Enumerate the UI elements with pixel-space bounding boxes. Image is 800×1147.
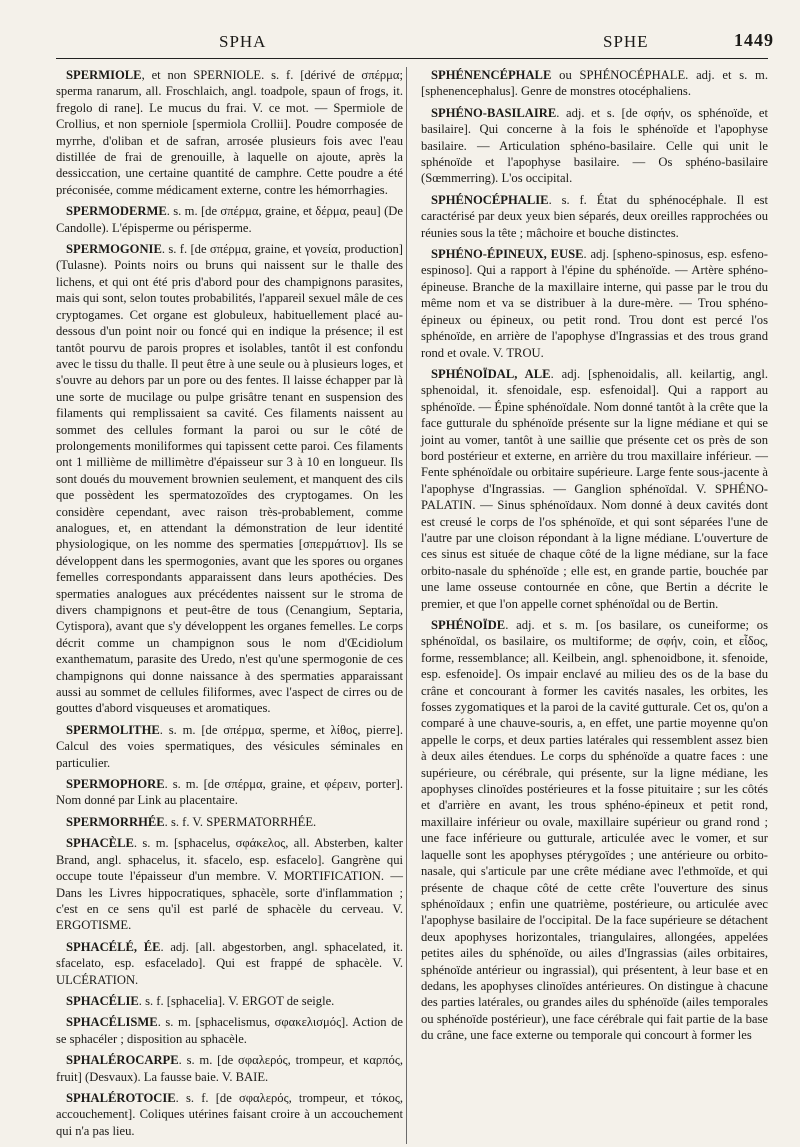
dictionary-entry [56, 993, 403, 1009]
entry-definition: . s. m. [de σπέρμα, graine, et δέρμα, peau] (De Candolle). L'épisperme ou périsperme. [56, 204, 403, 235]
entry-headword: SPHACÉLISME [66, 1015, 158, 1030]
entry-definition: . s. m. [sphacelismus, σφακελισμός]. Action de se sphacéler ; disposition au sphacèle. [56, 1015, 403, 1046]
dictionary-entry [56, 814, 403, 830]
dictionary-entry [421, 67, 768, 100]
dictionary-entry [56, 241, 403, 717]
entry-definition: . adj. [all. abgestorben, angl. sphacelated, it. sfacelato, esp. esfacelado]. Qui est frappé de sphacèle. V. ULCÉRATION. [56, 939, 403, 987]
dictionary-entry [421, 192, 768, 241]
entry-headword: SPHÉNOÏDAL, ALE [431, 366, 551, 381]
entry-definition: . s. m. [de σπέρμα, sperme, et λίθος, pierre]. Calcul des voies spermatiques, des vésicules séminales en particulier. [56, 722, 403, 770]
entry-definition: . adj. et s. [de σφήν, os sphénoïde, et basilaire]. Qui concerne à la fois le sphénoïde et l'apophyse basilaire. — Articulation sphéno-basilaire. Celle qui unit le sphénoïde et l'apophyse basilaire. — Os sphéno-basilaire (Sœmmerring). L'os occipital. [421, 105, 768, 186]
text-columns [56, 67, 768, 1144]
left-column [56, 67, 403, 1144]
entry-headword: SPHÉNOÏDE [431, 618, 506, 632]
dictionary-entry [56, 835, 403, 933]
dictionary-entry [421, 366, 768, 612]
entry-headword: SPERMOGONIE [66, 242, 162, 257]
entry-definition: , et non SPERNIOLE. s. f. [dérivé de σπέρμα; sperma ranarum, all. Froschlaich, angl. toadpole, spaun of frogs, it. fregolo di rane]. Le mucus du frai. V. ce mot. — Spermiole de Crollius, et non sperniole [spermiola Crollii]. Poudre composée de myrrhe, d'oliban et de safran, arrosée plusieurs fois avec l'eau distillée de frai de grenouille, à laquelle on ajoute, après la dessiccation, une certaine quantité de camphre. Cette poudre a été préconisée, comme médicament externe, contre les hémorrhagies. [56, 68, 403, 197]
entry-definition: . s. m. [de σπέρμα, graine, et φέρειν, porter]. Nom donné par Link au placentaire. [56, 777, 403, 808]
entry-definition: . s. f. V. SPERMATORRHÉE. [164, 814, 317, 829]
entry-headword: SPHACÉLÉ, ÉE [66, 939, 161, 954]
entry-headword: SPHACÉLIE [66, 993, 139, 1008]
dictionary-entry [56, 203, 403, 236]
entry-headword: SPHALÉROTOCIE [66, 1090, 176, 1105]
entry-headword: SPERMODERME [66, 204, 167, 219]
entry-headword: SPERMOPHORE [66, 777, 165, 792]
entry-headword: SPERMIOLE [66, 68, 142, 82]
entry-headword: SPHÉNOCÉPHALIE [431, 192, 549, 207]
entry-definition: . adj. et s. m. [os basilare, os cuneiforme; os sphénoïdal, os basilaire, os multiforme; de σφήν, coin, et εἶδος, forme, ressemblance; all. Keilbein, angl. sphenoidbone, it. sfenoide, esp. esfenoide]. Os impair enclavé au milieu des os de la base du crâne et concourant à former les cavités nasales, les orbites, les fosses zygomatiques et la paroi de la cavité gutturale. Cet os, qu'on a comparé à une chauve-souris, a, en effet, une partie moyenne qu'on appelle le corps, et deux parties latérales qui ressemblent assez bien à deux ailes étendues. Le corps du sphénoïde a quatre faces : une supérieure, ou cérébrale, qui présente, sur la ligne médiane, les apophyses clinoïdes postérieures et la fosse pituitaire ; sur les côtés et d'arrière en avant, les trous sphéno-épineux et petit rond, maxillaire inférieur ou ovale, maxillaire supérieur ou grand rond ; une face inférieure ou gutturale, articulée avec le vomer, et sur laquelle sont les apophyses ptérygoïdes ; une antérieure ou orbito-nasale, qui s'articule par une crête médiane avec l'ethmoïde, et qui présente de chaque côté de cette crête l'ouverture des sinus sphénoïdaux ; enfin une quatrième, postérieure, ou articulée avec l'apophyse basilaire de l'occipital. De la face supérieure se détachent deux apophyses horizontales, triangulaires, allongées, appelées petites ailes du sphénoïde, ou ailes d'Ingrassias (ailes orbitaires, sphénoïde antérieur ou ingrassial), qui présentent, à leur base et en dedans, les apophyses clinoïdes antérieures. On distingue à chacune des parties latérales, ou grandes ailes du sphénoïde (ailes temporales ou sphénoïde postérieur), une face cérébrale qui fait partie de la base du crâne, une face externe ou temporale qui concourt à former les [421, 618, 768, 1043]
dictionary-entry [56, 1090, 403, 1139]
header-rule [56, 58, 768, 59]
dictionary-entry [56, 1052, 403, 1085]
entry-headword: SPERMOLITHE [66, 722, 160, 737]
dictionary-entry [421, 246, 768, 361]
entry-definition: . adj. [sphenoidalis, all. keilartig, angl. sphenoidal, it. sfenoidale, esp. esfenoidal]. Qui a rapport au sphénoïde. — Épine sphénoïdale. Nom donné tantôt à la crête que la face gutturale du sphénoïde présente sur la ligne médiane et qui se joint au vomer, tantôt à une saillie que présente cet os près de son bord postérieur et externe, en arrière du trou maxillaire inférieur. — Fente sphénoïdale ou orbitaire supérieure. Large fente sous-jacente à l'apophyse d'Ingrassias. — Ganglion sphénoïdal. V. SPHÉNO-PALATIN. — Sinus sphénoïdaux. Nom donné à deux cavités dont est creusé le corps de l'os sphénoïde, et qui sont séparées l'une de l'autre par une cloison répondant à la ligne médiane. L'ouverture de ces sinus est située de chaque côté de la ligne médiane, sur la face orbito-nasale du sphénoïde ; elle est, en grande partie, bouchée par une lame osseuse contournée en cône, que Bertin a décrite le premier, et que l'on appelle cornet sphénoïdal ou de Bertin. [421, 366, 768, 611]
entry-definition: . s. m. [sphacelus, σφάκελος, all. Absterben, kalter Brand, angl. sphacelus, it. sfacelo, esp. esfacelo]. Gangrène qui occupe toute l'épaisseur d'un membre. V. MORTIFICATION. — Dans les Livres hippocratiques, sphacèle, sorte d'inflammation ; c'est en ce sens qu'il est parlé de sphacèle du cerveau. V. ERGOTISME. [56, 836, 403, 933]
page-number: 1449 [734, 30, 774, 50]
dictionary-entry [56, 722, 403, 771]
page-header [56, 30, 774, 52]
dictionary-entry [421, 105, 768, 187]
running-head-left: SPHA [219, 32, 267, 51]
dictionary-entry [56, 1014, 403, 1047]
dictionary-entry [421, 617, 768, 1044]
entry-headword: SPHÉNENCÉPHALE [431, 68, 552, 82]
entry-definition: . s. f. [de σπέρμα, graine, et γονεία, production] (Tulasne). Points noirs ou bruns qui naissent sur le thalle des lichens, et qui ont été pris d'abord pour des champignons parasites, mais qui sont, selon toutes probabilités, l'appareil sexuel mâle de ces cryptogames. Cet organe est globuleux, habituellement placé au-dessous d'un point noir ou foncé qui en indique la présence; il est tantôt pourvu de parois propres et isolables, tantôt il est confondu avec le tissu du thalle. Il peut être à une seule ou à plusieurs loges, et s'ouvre au dehors par un pore ou des fentes. Il laisse échapper par là une sorte de mucilage ou pulpe grisâtre tenant en suspension des filaments qui remplissaient sa cavité. Ces filaments naissent au sommet des cellules formant la paroi ou sur le côté de prolongements moniliformes qui tapissent cette paroi. Ces filaments ont 1 millième de millimètre d'épaisseur sur 3 à 10 en longueur. Ils sont doués du mouvement brownien seulement, et manquent des cils que possèdent les spermatozoïdes des cryptogames. On les considère cependant, avec raison très-probablement, comme analogues, et, en attendant la démonstration de leur identité physiologique, on les nomme des spermaties [σπερμάτιον]. Ils se développent dans les spermogonies, avant que les spores ou organes femelles correspondants apparaissent dans leurs apothécies. Des spermaties analogues aux précédentes naissent sur le stroma de divers champignons et peut-être de tous (Cenangium, Septaria, Cytispora), avant que s'y développent les organes femelles. Le corps décrit comme un champignon sous le nom d'Œcidiolum exanthematum, parasite des Uredo, n'est qu'une spermogonie de ces champignons qui donne naissance à des spermaties apparaissant aussi au sommet de cellules filiformes, avec l'aspect de cirres ou de gouttes d'abord visqueuses et aromatiques. [56, 242, 403, 716]
entry-headword: SPHÉNO-ÉPINEUX, EUSE [431, 247, 584, 262]
entry-headword: SPHACÈLE [66, 836, 134, 851]
entry-headword: SPERMORRHÉE [66, 814, 165, 829]
entry-definition: . s. f. État du sphénocéphale. Il est caractérisé par deux yeux bien séparés, deux oreilles rapprochées ou réunies sous la tête ; mâchoire et bouche distinctes. [421, 192, 768, 240]
dictionary-entry [56, 67, 403, 198]
dictionary-entry [56, 939, 403, 988]
right-column [421, 67, 768, 1144]
entry-headword: SPHALÉROCARPE [66, 1053, 179, 1068]
entry-definition: . adj. [spheno-spinosus, esp. esfeno-espinoso]. Qui a rapport à l'épine du sphénoïde. — Artère sphéno-épineuse. Branche de la maxillaire interne, qui passe par le trou du même nom et va se distribuer à la dure-mère. — Trou sphéno-épineux ou épineux, ou petit rond. Trou dont est percé l'os sphénoïde, en arrière de l'apophyse d'Ingrassias et des trous grand rond et ovale. V. TROU. [421, 247, 768, 360]
running-head-right: SPHE [603, 32, 649, 51]
entry-definition: . s. f. [de σφαλερός, trompeur, et τόκος, accouchement]. Coliques utérines faisant croire à un accouchement qui n'a pas lieu. [56, 1090, 403, 1138]
entry-definition: . s. f. [sphacelia]. V. ERGOT de seigle. [138, 993, 335, 1008]
dictionary-entry [56, 776, 403, 809]
entry-headword: SPHÉNO-BASILAIRE [431, 105, 557, 120]
entry-definition: . s. m. [de σφαλερός, trompeur, et καρπός, fruit] (Desvaux). La fausse baie. V. BAIE. [56, 1053, 403, 1084]
entry-definition: ou SPHÉNOCÉPHALE. adj. et s. m. [sphenencephalus]. Genre de monstres otocéphaliens. [421, 68, 768, 99]
